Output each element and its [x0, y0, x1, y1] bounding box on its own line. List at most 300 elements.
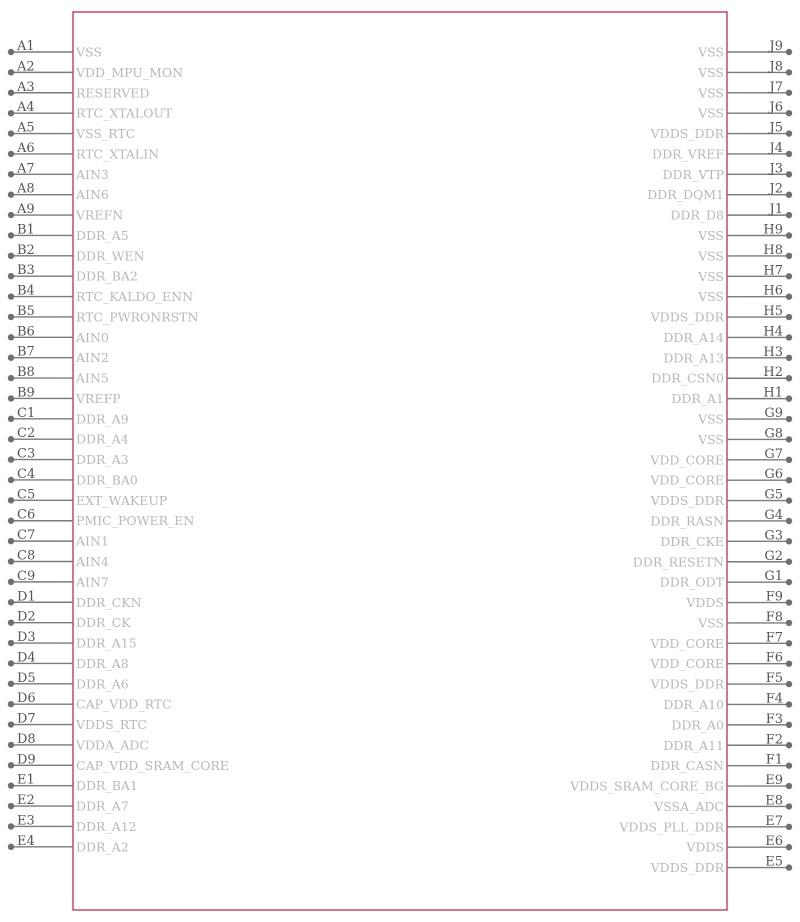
- pin-label: DDR_CKN: [76, 594, 142, 610]
- pin-label: DDR_CK: [76, 615, 131, 631]
- pin-label: VDDS_RTC: [76, 717, 147, 733]
- pin-number: A8: [17, 181, 35, 197]
- pin-left-a9: [8, 202, 123, 223]
- pin-right-h1: [671, 386, 792, 407]
- left-pin-group: [8, 39, 229, 854]
- pin-left-d8: [8, 732, 149, 753]
- pin-number: A4: [17, 100, 35, 116]
- pin-end-dot: [8, 314, 14, 320]
- pin-left-d5: [8, 671, 129, 692]
- pin-left-c6: [8, 508, 195, 529]
- pin-end-dot: [786, 579, 792, 585]
- pin-label: AIN4: [76, 554, 109, 569]
- pin-right-g9: [697, 406, 792, 427]
- pin-end-dot: [8, 538, 14, 544]
- pin-number: C9: [17, 568, 36, 584]
- pin-end-dot: [8, 253, 14, 259]
- pin-right-e9: [569, 773, 792, 794]
- pin-left-d3: [8, 630, 137, 651]
- pin-right-h9: [697, 223, 792, 244]
- pin-left-d7: [8, 712, 147, 733]
- pin-label: DDR_A14: [663, 329, 724, 345]
- pin-label: VSS: [698, 268, 724, 284]
- pin-end-dot: [8, 558, 14, 564]
- pin-end-dot: [8, 334, 14, 340]
- pin-label: VSSA_ADC: [654, 798, 724, 814]
- pin-number: C3: [17, 446, 36, 462]
- pin-right-f2: [663, 732, 792, 753]
- pin-label: VREFP: [76, 390, 121, 406]
- pin-number: E5: [765, 854, 783, 870]
- pin-right-j8: [697, 59, 792, 80]
- pin-end-dot: [786, 477, 792, 483]
- pin-number: B4: [17, 283, 35, 299]
- pin-number: J7: [769, 79, 783, 95]
- pin-left-a5: [8, 121, 135, 142]
- pin-number: A7: [17, 161, 35, 177]
- pin-right-f7: [649, 630, 792, 651]
- pin-number: G6: [764, 467, 783, 483]
- pin-left-b5: [8, 304, 199, 325]
- pin-number: B6: [17, 324, 35, 340]
- pin-end-dot: [786, 722, 792, 728]
- pin-right-g3: [660, 528, 792, 549]
- pin-label: RESERVED: [76, 85, 150, 101]
- pin-label: VDDS: [686, 839, 724, 855]
- pin-label: VSS: [698, 64, 724, 80]
- pin-label: VDD_MPU_MON: [76, 64, 184, 80]
- pin-number: B7: [17, 344, 35, 360]
- pin-end-dot: [786, 783, 792, 789]
- pin-left-b4: [8, 284, 193, 305]
- pin-number: J2: [769, 181, 783, 197]
- pin-number: G9: [764, 406, 783, 422]
- pin-number: F7: [765, 630, 783, 646]
- pin-label: AIN2: [76, 350, 109, 366]
- pin-label: VSS: [698, 289, 724, 305]
- pin-label: DDR_A11: [663, 737, 724, 753]
- pin-label: VSS: [698, 85, 724, 101]
- pin-label: VDD_CORE: [650, 656, 724, 672]
- pin-end-dot: [786, 314, 792, 320]
- pin-right-j4: [652, 141, 792, 162]
- pin-end-dot: [786, 192, 792, 198]
- pin-label: DDR_A10: [663, 696, 724, 712]
- pin-end-dot: [8, 416, 14, 422]
- pin-label: DDR_BA2: [76, 268, 138, 284]
- pin-number: B3: [17, 263, 35, 279]
- pin-left-e4: [8, 834, 129, 855]
- pin-end-dot: [786, 273, 792, 279]
- pin-right-h8: [697, 243, 792, 264]
- pin-left-a4: [8, 100, 173, 121]
- pin-label: VSS: [698, 228, 724, 244]
- pin-label: DDR_A8: [76, 655, 129, 671]
- pin-number: B5: [17, 303, 35, 319]
- pin-number: A2: [17, 59, 35, 75]
- pin-number: A3: [17, 79, 35, 95]
- pin-label: DDR_DQM1: [647, 187, 724, 203]
- pin-number: E3: [17, 813, 35, 829]
- pin-left-b2: [8, 243, 145, 263]
- pin-label: VDDS_DDR: [650, 676, 724, 692]
- pin-number: H8: [763, 242, 783, 258]
- pin-label: RTC_KALDO_ENN: [76, 289, 194, 305]
- pin-number: J9: [769, 39, 783, 54]
- pin-number: J6: [769, 100, 783, 116]
- pin-number: B1: [17, 222, 35, 238]
- pin-end-dot: [8, 130, 14, 136]
- pin-right-g5: [650, 488, 793, 509]
- pin-number: H9: [763, 222, 783, 238]
- pin-label: VDD_CORE: [650, 452, 724, 468]
- pin-right-f8: [697, 610, 792, 631]
- pin-number: G1: [764, 569, 783, 585]
- pin-label: DDR_A0: [671, 717, 724, 733]
- pin-number: C7: [17, 528, 36, 544]
- pin-end-dot: [8, 660, 14, 666]
- component-body: [73, 12, 727, 910]
- pin-number: D5: [17, 670, 36, 686]
- pin-right-e7: [618, 814, 792, 835]
- pin-number: C4: [17, 466, 36, 482]
- pin-number: F6: [765, 650, 783, 666]
- pin-number: B9: [17, 385, 35, 401]
- pin-label: AIN1: [76, 533, 109, 549]
- pin-label: VDDS: [686, 595, 724, 611]
- pin-number: J4: [769, 140, 783, 156]
- pin-label: DDR_ODT: [659, 574, 724, 590]
- pin-right-g6: [649, 467, 792, 488]
- pin-number: D1: [17, 589, 36, 605]
- pin-label: DDR_A5: [76, 227, 129, 243]
- pin-end-dot: [8, 518, 14, 524]
- pin-label: AIN6: [76, 187, 109, 203]
- pin-right-h6: [697, 284, 792, 305]
- pin-label: EXT_WAKEUP: [76, 492, 168, 508]
- pin-end-dot: [8, 232, 14, 238]
- pin-label: DDR_A13: [663, 350, 724, 366]
- pin-right-g7: [649, 447, 792, 468]
- pin-label: VDDS_SRAM_CORE_BG: [570, 778, 724, 794]
- pin-end-dot: [8, 619, 14, 625]
- pin-right-f3: [671, 712, 792, 733]
- pin-number: C5: [17, 487, 36, 503]
- pin-end-dot: [786, 599, 792, 605]
- pin-label: DDR_CKE: [660, 533, 724, 549]
- pin-left-a1: [8, 39, 102, 60]
- pin-right-j7: [697, 80, 792, 101]
- pin-end-dot: [786, 69, 792, 75]
- pin-label: VSS_RTC: [76, 126, 136, 142]
- pin-end-dot: [786, 49, 792, 55]
- pin-number: D3: [17, 630, 36, 646]
- pin-end-dot: [786, 701, 792, 707]
- pin-label: DDR_CASN: [650, 758, 724, 774]
- pin-left-d9: [8, 752, 229, 773]
- pin-number: D7: [17, 711, 36, 727]
- pin-end-dot: [8, 721, 14, 727]
- pin-label: VSS: [698, 248, 724, 264]
- pin-end-dot: [786, 803, 792, 809]
- pin-number: J1: [769, 202, 783, 218]
- pin-number: E2: [17, 793, 35, 809]
- pin-number: A6: [17, 140, 35, 156]
- pin-left-d4: [8, 650, 129, 671]
- pin-label: DDR_VTP: [662, 166, 724, 182]
- pin-label: VDD_CORE: [650, 635, 724, 651]
- pin-label: DDR_A3: [76, 452, 129, 468]
- pin-label: VDD_CORE: [650, 472, 724, 488]
- pin-label: VDDS_PLL_DDR: [619, 819, 724, 835]
- pin-number: G5: [764, 487, 783, 503]
- pin-label: RTC_XTALIN: [76, 146, 160, 162]
- pin-end-dot: [8, 171, 14, 177]
- pin-left-b9: [8, 385, 121, 406]
- pin-label: DDR_A1: [671, 391, 724, 407]
- pin-right-g1: [660, 569, 793, 590]
- pin-end-dot: [8, 395, 14, 401]
- pin-end-dot: [786, 253, 792, 259]
- pin-number: H4: [763, 324, 783, 340]
- pin-left-c3: [8, 447, 129, 468]
- pin-end-dot: [786, 436, 792, 442]
- pin-number: C1: [17, 405, 36, 421]
- pin-number: F8: [765, 609, 783, 625]
- pin-number: J3: [769, 161, 783, 177]
- pin-end-dot: [8, 293, 14, 299]
- pin-right-j6: [697, 100, 792, 121]
- pin-label: DDR_RESETN: [632, 554, 724, 570]
- pin-end-dot: [786, 110, 792, 116]
- pin-label: DDR_A9: [76, 411, 129, 427]
- pin-label: VDDS_DDR: [650, 309, 724, 325]
- pin-left-b1: [8, 222, 129, 243]
- pin-end-dot: [8, 49, 14, 55]
- pin-number: G7: [764, 446, 783, 462]
- pin-end-dot: [786, 762, 792, 768]
- pin-right-f4: [663, 691, 792, 712]
- pin-right-g2: [633, 549, 792, 570]
- pin-end-dot: [8, 375, 14, 381]
- pin-left-a8: [8, 182, 109, 203]
- pin-right-h7: [697, 263, 792, 284]
- pin-label: DDR_A12: [76, 818, 137, 834]
- pin-right-e8: [653, 793, 792, 814]
- pin-number: A5: [17, 120, 35, 136]
- pin-end-dot: [8, 497, 14, 503]
- pin-end-dot: [8, 681, 14, 687]
- pin-number: F4: [765, 691, 783, 707]
- pin-right-e6: [685, 834, 792, 855]
- pin-end-dot: [786, 864, 792, 870]
- pin-number: E8: [765, 793, 783, 809]
- pin-left-d1: [8, 589, 142, 610]
- pin-end-dot: [8, 782, 14, 788]
- pin-number: H6: [763, 283, 783, 299]
- pin-end-dot: [786, 681, 792, 687]
- pin-number: G3: [764, 528, 783, 544]
- pin-number: H2: [763, 365, 783, 381]
- pin-label: VREFN: [76, 207, 124, 223]
- pin-label: VDDS_DDR: [650, 126, 724, 142]
- pin-number: B2: [17, 242, 35, 258]
- pin-label: AIN3: [76, 166, 109, 182]
- pin-left-c2: [8, 426, 129, 447]
- pin-label: VDDS_DDR: [650, 860, 724, 876]
- pin-end-dot: [8, 212, 14, 218]
- pin-right-h5: [650, 304, 793, 325]
- pin-number: C8: [17, 548, 36, 564]
- pin-right-g4: [650, 508, 792, 529]
- pin-end-dot: [8, 844, 14, 850]
- pin-right-f6: [649, 651, 792, 672]
- pin-number: D8: [17, 731, 36, 747]
- pin-number: E4: [17, 833, 35, 849]
- pin-right-j5: [650, 121, 793, 142]
- pin-end-dot: [786, 457, 792, 463]
- pin-end-dot: [8, 90, 14, 96]
- pin-label: DDR_RASN: [650, 513, 724, 529]
- pin-end-dot: [8, 69, 14, 75]
- pin-number: D9: [17, 752, 36, 768]
- pin-number: H5: [763, 304, 783, 320]
- pin-label: DDR_A2: [76, 839, 129, 855]
- pin-right-h2: [651, 365, 792, 386]
- pin-label: DDR_A4: [76, 431, 129, 447]
- pin-label: VSS: [76, 44, 102, 60]
- pin-label: AIN5: [76, 370, 109, 386]
- pin-label: VSS: [698, 44, 724, 60]
- pin-left-c5: [8, 487, 167, 508]
- pin-end-dot: [8, 640, 14, 646]
- pin-number: F5: [765, 671, 783, 687]
- pin-label: RTC_XTALOUT: [76, 105, 173, 121]
- pin-end-dot: [786, 232, 792, 238]
- pin-left-d2: [8, 610, 131, 631]
- pin-number: D6: [17, 691, 36, 707]
- pin-left-c8: [8, 549, 109, 570]
- pin-number: H3: [763, 344, 783, 360]
- pin-label: DDR_BA0: [76, 472, 138, 488]
- pin-label: DDR_D8: [670, 207, 724, 223]
- pin-end-dot: [8, 436, 14, 442]
- pin-end-dot: [786, 742, 792, 748]
- pin-end-dot: [786, 130, 792, 136]
- pin-number: A1: [17, 39, 35, 54]
- pin-number: G8: [764, 426, 783, 442]
- pin-number: G2: [764, 548, 783, 564]
- pin-end-dot: [8, 742, 14, 748]
- pin-label: VSS: [698, 411, 724, 427]
- pin-end-dot: [786, 416, 792, 422]
- pin-label: PMIC_POWER_EN: [76, 513, 195, 529]
- pin-left-c9: [8, 569, 109, 590]
- pin-left-a7: [8, 161, 109, 182]
- pin-end-dot: [8, 191, 14, 197]
- pin-end-dot: [786, 620, 792, 626]
- pin-label: AIN7: [76, 574, 109, 590]
- pin-label: VDDS_DDR: [650, 493, 724, 509]
- pin-number: D2: [17, 609, 36, 625]
- pin-number: C6: [17, 507, 36, 523]
- pin-end-dot: [786, 559, 792, 565]
- pin-label: VSS: [698, 615, 724, 631]
- pin-number: J5: [769, 120, 783, 136]
- pin-left-b7: [8, 345, 109, 366]
- pin-number: H7: [763, 263, 783, 279]
- right-pin-group: [569, 39, 792, 875]
- pin-label: DDR_WEN: [76, 248, 145, 264]
- pin-number: J8: [769, 59, 783, 75]
- pin-number: B8: [17, 365, 35, 381]
- pin-end-dot: [8, 477, 14, 483]
- pin-number: F2: [765, 732, 783, 748]
- pin-label: DDR_VREF: [652, 146, 724, 162]
- pin-end-dot: [8, 803, 14, 809]
- pin-end-dot: [8, 599, 14, 605]
- pin-label: DDR_CSN0: [651, 370, 724, 386]
- pin-right-f1: [650, 753, 792, 774]
- pin-left-c1: [8, 406, 129, 427]
- pin-label: VDDA_ADC: [76, 737, 149, 753]
- pin-end-dot: [786, 518, 792, 524]
- pin-label: VSS: [698, 431, 724, 447]
- pin-right-g8: [697, 426, 792, 447]
- pin-right-h3: [663, 345, 792, 366]
- pin-end-dot: [786, 538, 792, 544]
- pin-end-dot: [8, 823, 14, 829]
- pin-label: DDR_A7: [76, 798, 129, 814]
- pin-end-dot: [786, 151, 792, 157]
- pin-left-e2: [8, 793, 129, 814]
- pin-right-e5: [650, 855, 793, 876]
- pin-end-dot: [8, 355, 14, 361]
- pin-label: RTC_PWRONRSTN: [76, 309, 199, 325]
- pin-right-j2: [647, 182, 792, 203]
- pin-left-a2: [8, 59, 183, 80]
- pin-left-a3: [8, 80, 150, 101]
- pin-end-dot: [786, 212, 792, 218]
- pin-number: D4: [17, 650, 36, 666]
- pin-right-f9: [685, 590, 792, 611]
- pin-left-b8: [8, 365, 109, 386]
- pin-number: C2: [17, 426, 36, 442]
- pin-right-h4: [663, 324, 792, 345]
- pin-label: VSS: [698, 105, 724, 121]
- pin-number: E6: [765, 834, 783, 850]
- pin-number: F3: [765, 711, 783, 727]
- pin-end-dot: [786, 497, 792, 503]
- pin-end-dot: [8, 151, 14, 157]
- pin-label: DDR_BA1: [76, 778, 138, 794]
- pin-number: E1: [17, 772, 35, 788]
- pin-number: E9: [765, 773, 783, 789]
- pin-end-dot: [786, 375, 792, 381]
- pin-end-dot: [786, 844, 792, 850]
- pin-label: AIN0: [76, 329, 109, 345]
- pin-end-dot: [786, 293, 792, 299]
- pin-end-dot: [8, 762, 14, 768]
- pin-end-dot: [786, 395, 792, 401]
- pin-number: E7: [765, 813, 783, 829]
- pin-number: H1: [763, 385, 783, 401]
- pin-end-dot: [786, 661, 792, 667]
- pin-number: A9: [17, 202, 35, 218]
- pin-end-dot: [786, 640, 792, 646]
- pin-end-dot: [786, 334, 792, 340]
- pin-left-e3: [8, 813, 137, 834]
